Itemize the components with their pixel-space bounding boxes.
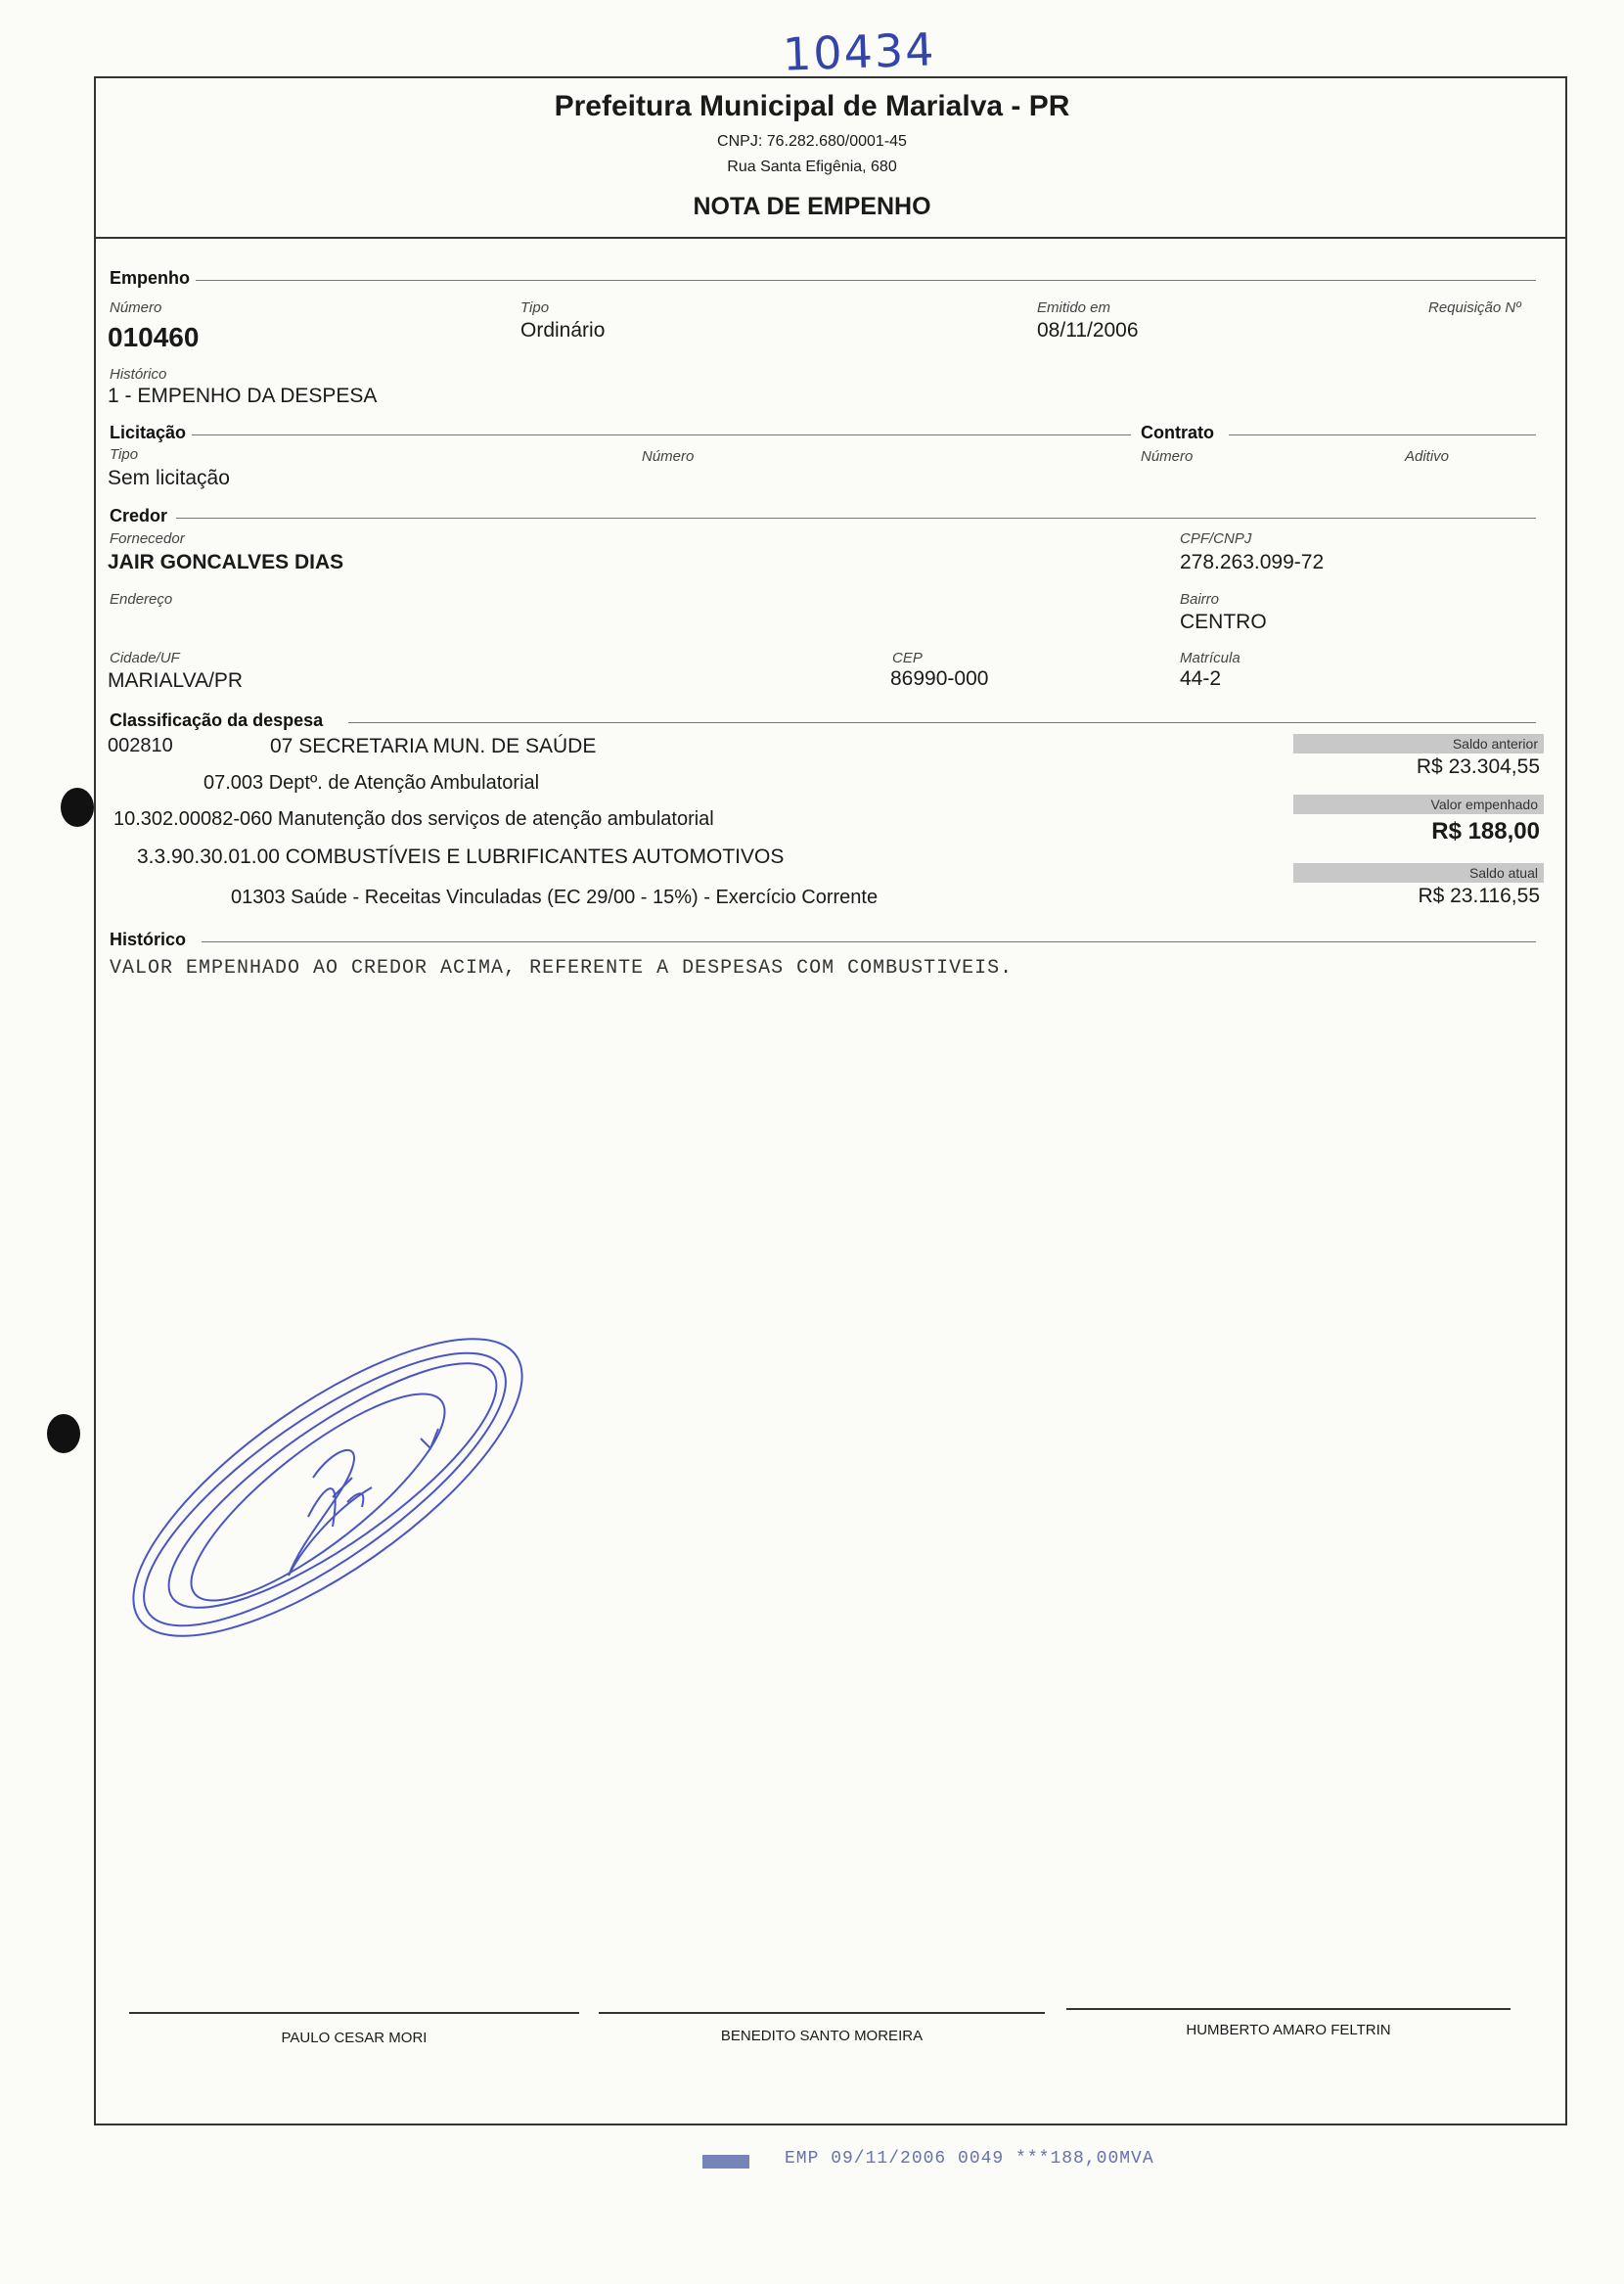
signature-line-1 bbox=[129, 2012, 579, 2014]
cpf-label: CPF/CNPJ bbox=[1180, 530, 1252, 547]
divider-empenho bbox=[196, 280, 1536, 281]
bairro: CENTRO bbox=[1180, 611, 1267, 633]
cidade: MARIALVA/PR bbox=[108, 669, 244, 692]
footer-stamp: EMP 09/11/2006 0049 ***188,00MVA bbox=[785, 2149, 1154, 2169]
signature-name-2: BENEDITO SANTO MOREIRA bbox=[720, 2028, 924, 2044]
licitacao-tipo-label: Tipo bbox=[110, 446, 139, 463]
licitacao-tipo: Sem licitação bbox=[108, 467, 230, 489]
handwritten-number: 10434 bbox=[782, 23, 937, 81]
signature-line-2 bbox=[599, 2012, 1045, 2014]
contrato-numero-label: Número bbox=[1141, 448, 1194, 465]
fornecedor-label: Fornecedor bbox=[110, 530, 185, 547]
header-divider bbox=[94, 237, 1565, 239]
divider-classificacao bbox=[348, 722, 1536, 723]
address: Rua Santa Efigênia, 680 bbox=[727, 159, 897, 175]
divider-historico bbox=[202, 941, 1536, 942]
page-title: Prefeitura Municipal de Marialva - PR bbox=[554, 90, 1070, 122]
footer-stamp-mark bbox=[702, 2155, 749, 2169]
section-licitacao: Licitação bbox=[110, 423, 187, 442]
requisicao-label: Requisição Nº bbox=[1428, 299, 1521, 316]
classificacao-funcional: 10.302.00082-060 Manutenção dos serviços de atenção ambulatorial bbox=[113, 808, 714, 830]
empenho-tipo: Ordinário bbox=[520, 319, 606, 342]
saldo-atual: R$ 23.116,55 bbox=[1418, 885, 1540, 907]
binder-hole-bottom bbox=[47, 1414, 80, 1453]
classificacao-elemento: 3.3.90.30.01.00 COMBUSTÍVEIS E LUBRIFICANTES AUTOMOTIVOS bbox=[137, 845, 785, 868]
bairro-label: Bairro bbox=[1180, 591, 1220, 608]
empenho-historico: 1 - EMPENHO DA DESPESA bbox=[108, 385, 378, 407]
section-contrato: Contrato bbox=[1141, 423, 1214, 442]
classificacao-unidade: 07.003 Deptº. de Atenção Ambulatorial bbox=[203, 772, 540, 794]
binder-hole-top bbox=[61, 788, 94, 827]
matricula: 44-2 bbox=[1180, 667, 1222, 690]
cep-label: CEP bbox=[892, 650, 923, 666]
classificacao-orgao: 07 SECRETARIA MUN. DE SAÚDE bbox=[270, 735, 597, 757]
saldo-anterior-label: Saldo anterior bbox=[1293, 734, 1544, 754]
fornecedor: JAIR GONCALVES DIAS bbox=[108, 551, 344, 573]
empenho-historico-label: Histórico bbox=[110, 366, 167, 383]
signature-name-1: PAULO CESAR MORI bbox=[281, 2030, 428, 2046]
emitido-label: Emitido em bbox=[1037, 299, 1111, 316]
divider-contrato bbox=[1229, 434, 1536, 435]
section-historico: Histórico bbox=[110, 930, 187, 949]
signature-scribble bbox=[108, 1331, 567, 1664]
historico-text: VALOR EMPENHADO AO CREDOR ACIMA, REFERENTE A DESPESAS COM COMBUSTIVEIS. bbox=[110, 957, 1014, 980]
licitacao-numero-label: Número bbox=[642, 448, 695, 465]
saldo-anterior: R$ 23.304,55 bbox=[1416, 755, 1540, 778]
numero-label: Número bbox=[110, 299, 162, 316]
endereco-label: Endereço bbox=[110, 591, 173, 608]
saldo-atual-label: Saldo atual bbox=[1293, 863, 1544, 883]
doc-title: NOTA DE EMPENHO bbox=[693, 193, 931, 220]
divider-licitacao bbox=[192, 434, 1131, 435]
section-credor: Credor bbox=[110, 506, 168, 525]
classificacao-fonte: 01303 Saúde - Receitas Vinculadas (EC 29/00 - 15%) - Exercício Corrente bbox=[231, 887, 879, 908]
emitido-date: 08/11/2006 bbox=[1037, 319, 1139, 342]
empenho-numero: 010460 bbox=[108, 322, 200, 352]
signature-line-3 bbox=[1066, 2008, 1511, 2010]
matricula-label: Matrícula bbox=[1180, 650, 1241, 666]
valor-empenhado-label: Valor empenhado bbox=[1293, 795, 1544, 814]
classificacao-code: 002810 bbox=[108, 735, 173, 756]
contrato-aditivo-label: Aditivo bbox=[1405, 448, 1450, 465]
section-empenho: Empenho bbox=[110, 268, 191, 288]
section-classificacao: Classificação da despesa bbox=[110, 710, 324, 730]
signature-name-3: HUMBERTO AMARO FELTRIN bbox=[1186, 2022, 1391, 2038]
cpf: 278.263.099-72 bbox=[1180, 551, 1325, 573]
valor-empenhado: R$ 188,00 bbox=[1431, 818, 1540, 845]
divider-credor bbox=[176, 518, 1536, 519]
tipo-label: Tipo bbox=[520, 299, 550, 316]
cep: 86990-000 bbox=[890, 667, 989, 690]
cnpj: CNPJ: 76.282.680/0001-45 bbox=[717, 133, 907, 150]
cidade-label: Cidade/UF bbox=[110, 650, 180, 666]
